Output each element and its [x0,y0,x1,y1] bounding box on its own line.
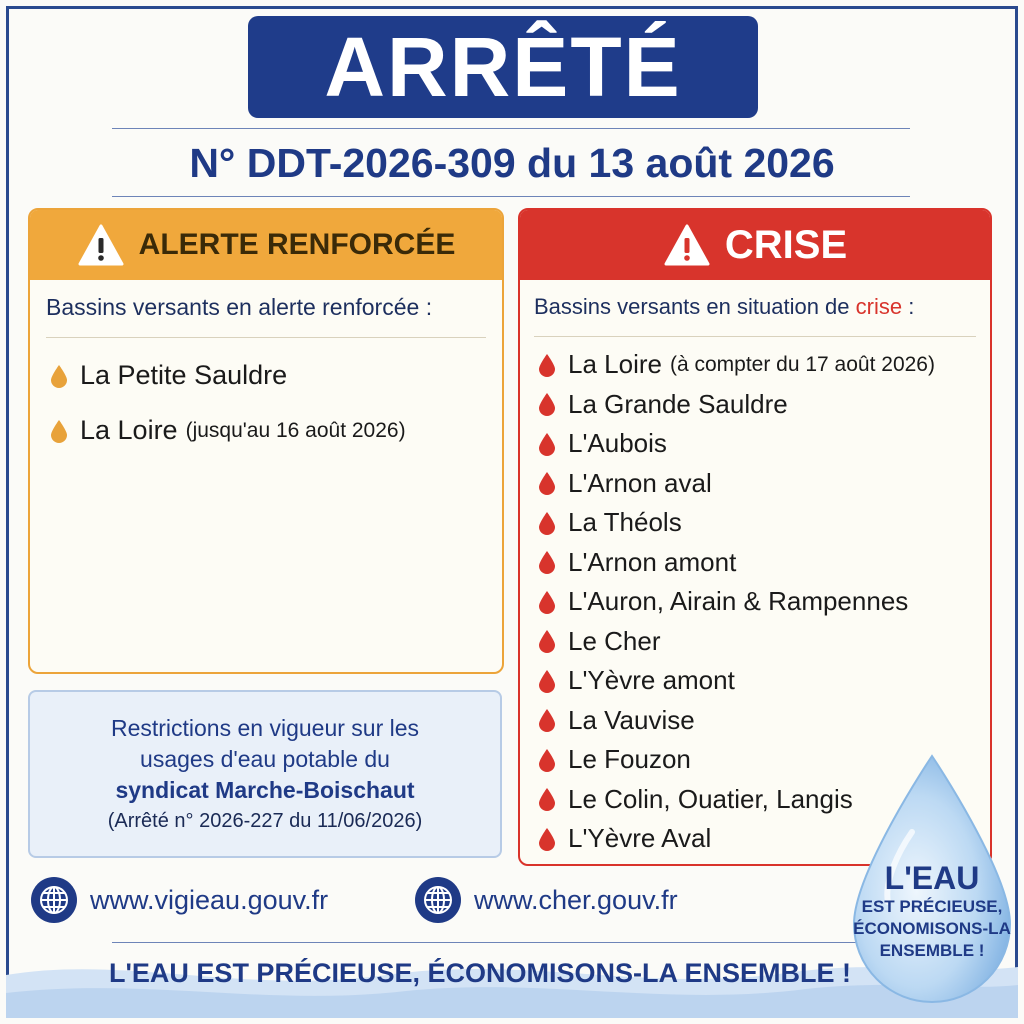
list-item [538,424,990,464]
warning-triangle-icon [77,223,125,267]
water-drop-icon [538,432,556,456]
basin-name: La Vauvise [568,704,695,735]
list-item [538,661,990,701]
basin-name: Le Cher [568,625,661,656]
title-banner [248,16,758,118]
basin-name: La Théols [568,507,682,538]
list-item [50,348,502,403]
crise-header [520,210,990,280]
basin-name: Le Colin, Ouatier, Langis [568,783,853,814]
basin-name: La Loire [568,349,662,380]
basin-name: L'Arnon amont [568,546,737,577]
alert-title: ALERTE RENFORCÉE [138,228,456,261]
list-item [538,543,990,583]
crise-subheading [534,280,976,337]
website-vigieau[interactable] [30,876,328,924]
water-drop-icon [538,353,556,377]
divider-footer [112,942,910,943]
alert-basin-list [30,338,502,458]
list-item [538,464,990,504]
basin-name: L'Auron, Airain & Rampennes [568,586,909,617]
water-drop-icon [538,550,556,574]
restrictions-box [28,690,502,858]
globe-icon [414,876,462,924]
water-drop-icon [538,629,556,653]
water-drop-icon [538,827,556,851]
water-drop-icon [538,392,556,416]
warning-triangle-icon [663,223,711,267]
crise-subheading-text: Bassins versants en situation de [534,294,856,319]
water-drop-icon [538,511,556,535]
crise-highlight: crise [855,294,903,319]
drop-badge-line-2: EST PRÉCIEUSE, [861,897,1003,916]
drop-badge-line-3: ÉCONOMISONS-LA [853,919,1011,938]
basin-name: L'Yèvre Aval [568,823,712,854]
website-cher[interactable] [414,876,678,924]
restrictions-line-1: Restrictions en vigueur sur les [110,714,420,741]
list-item [538,582,990,622]
drop-badge-line-4: ENSEMBLE ! [879,941,985,960]
water-drop-icon [538,748,556,772]
decree-number: N° DDT-2026-309 du 13 août 2026 [189,140,835,186]
page-title: ARRÊTÉ [324,19,682,114]
list-item [538,385,990,425]
website-link-1[interactable]: www.vigieau.gouv.fr [90,884,329,915]
list-item [50,403,502,458]
basin-name: La Grande Sauldre [568,388,788,419]
drop-badge [846,860,1018,962]
divider-top [112,128,910,129]
list-item [538,701,990,741]
water-drop-icon [538,787,556,811]
crise-subheading-suffix: : [902,294,915,319]
water-drop-icon [538,471,556,495]
basin-name: L'Yèvre amont [568,665,735,696]
water-drop-icon [538,669,556,693]
basin-name: L'Aubois [568,428,667,459]
alert-subheading: Bassins versants en alerte renforcée : [46,280,486,338]
website-link-2[interactable]: www.cher.gouv.fr [474,884,678,915]
water-drop-icon [50,364,68,388]
basin-note: (jusqu'au 16 août 2026) [185,418,406,442]
basin-note: (à compter du 17 août 2026) [669,352,935,376]
water-drop-icon [538,708,556,732]
alert-header [30,210,502,280]
divider-bottom [112,196,910,197]
basin-name: La Petite Sauldre [80,360,288,390]
restrictions-line-3: syndicat Marche-Boischaut [115,776,415,803]
basin-name: La Loire [80,415,178,445]
list-item [538,345,990,385]
restrictions-line-2: usages d'eau potable du [140,745,390,772]
list-item [538,503,990,543]
water-drop-icon [50,419,68,443]
drop-badge-line-1: L'EAU [884,860,980,896]
water-drop-icon [538,590,556,614]
crise-title: CRISE [724,222,848,267]
globe-icon [30,876,78,924]
footer-slogan: L'EAU EST PRÉCIEUSE, ÉCONOMISONS-LA ENSEMBLE ! [109,958,851,988]
basin-name: L'Arnon aval [568,467,712,498]
basin-name: Le Fouzon [568,744,691,775]
alert-panel [28,208,504,674]
list-item [538,622,990,662]
restrictions-reference: (Arrêté n° 2026-227 du 11/06/2026) [107,809,423,832]
